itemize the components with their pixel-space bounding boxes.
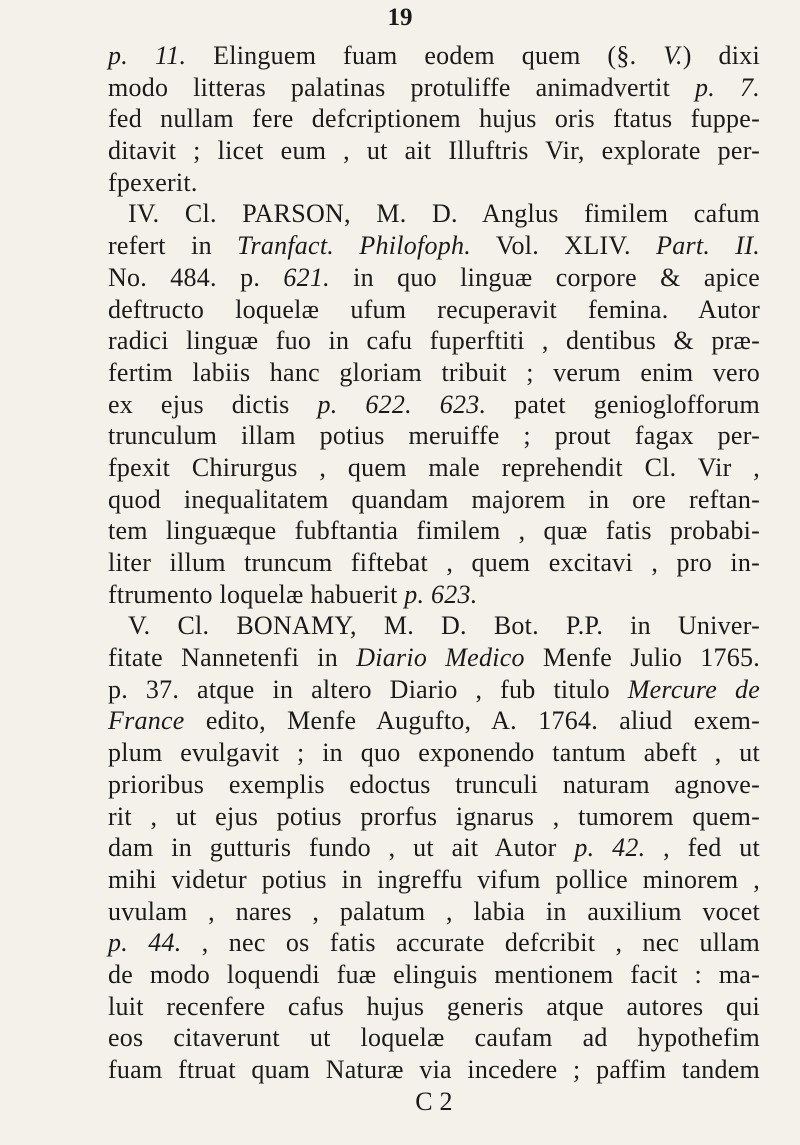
text-line: rit , ut ejus potius prorfus ignarus , tumorem quem- — [108, 801, 760, 831]
text-line: fuam ftruat quam Naturæ via incedere ; paffim tandem — [108, 1055, 760, 1084]
text-line: deftructo loquelæ ufum recuperavit femina. Autor — [108, 294, 760, 324]
text-line: p. 37. atque in altero Diario , fub titulo Mercure de — [108, 674, 761, 704]
text-line: uvulam , nares , palatum , labia in auxilium vocet — [108, 896, 760, 926]
text-line: p. 11. Elinguem fuam eodem quem (§. V.) dixi — [108, 41, 760, 70]
text-line: ftrumento loquelæ habuerit p. 623. — [108, 579, 478, 609]
text-line: eos citaverunt ut loquelæ caufam ad hypothefim — [108, 1023, 760, 1053]
text-line: trunculum illam potius meruiffe ; prout fagax per- — [108, 421, 760, 451]
section-heading-iv: IV. Cl. PARSON, M. D. Anglus fimilem cafum — [128, 199, 760, 229]
text-line: radici linguæ fuo in cafu fuperftiti , dentibus & præ- — [108, 326, 760, 356]
body-text — [108, 40, 760, 1117]
text-line: tem linguæque fubftantia fimilem , quæ fatis probabi- — [108, 516, 760, 546]
text-line: liter illum truncum fiftebat , quem excitavi , pro in- — [108, 548, 760, 577]
text-line: dam in gutturis fundo , ut ait Autor p. 42. , fed ut — [108, 833, 761, 863]
text-line: modo litteras palatinas protuliffe animadvertit p. 7. — [108, 72, 761, 102]
text-line: de modo loquendi fuæ elinguis mentionem facit : ma- — [108, 959, 760, 989]
text-line: No. 484. p. 621. in quo linguæ corpore & apice — [108, 262, 760, 292]
text-line: mihi videtur potius in ingreffu vifum pollice minorem , — [108, 864, 760, 894]
text-line: fitate Nannetenfi in Diario Medico Menfe Julio 1765. — [108, 643, 761, 673]
text-line: quod inequalitatem quandam majorem in ore reftan- — [108, 484, 760, 514]
text-line: fertim labiis hanc gloriam tribuit ; verum enim vero — [108, 357, 760, 387]
text-line: plum evulgavit ; in quo exponendo tantum abeft , ut — [108, 738, 760, 768]
text-line: ditavit ; licet eum , ut ait Illuftris Vir, explorate per- — [108, 136, 760, 166]
text-line: France edito, Menfe Augufto, A. 1764. aliud exem- — [108, 706, 760, 736]
page-number: 19 — [387, 4, 413, 31]
text-line: refert in Tranfact. Philofoph. Vol. XLIV. Part. II. — [108, 231, 760, 261]
text-line: fed nullam fere defcriptionem hujus oris ftatus fuppe- — [108, 104, 760, 134]
text-line: fpexit Chirurgus , quem male reprehendit Cl. Vir , — [108, 452, 760, 482]
text-line: fpexerit. — [108, 167, 198, 197]
section-heading-v: V. Cl. BONAMY, M. D. Bot. P.P. in Univer- — [128, 611, 760, 641]
text-line: ex ejus dictis p. 622. 623. patet genioglofforum — [108, 389, 760, 419]
signature-mark: C 2 — [415, 1086, 453, 1116]
text-line: p. 44. , nec os fatis accurate defcribit , nec ullam — [108, 928, 761, 958]
text-line: luit recenfere cafus hujus generis atque autores qui — [108, 991, 760, 1021]
text-line: prioribus exemplis edoctus trunculi naturam agnove- — [108, 769, 760, 799]
